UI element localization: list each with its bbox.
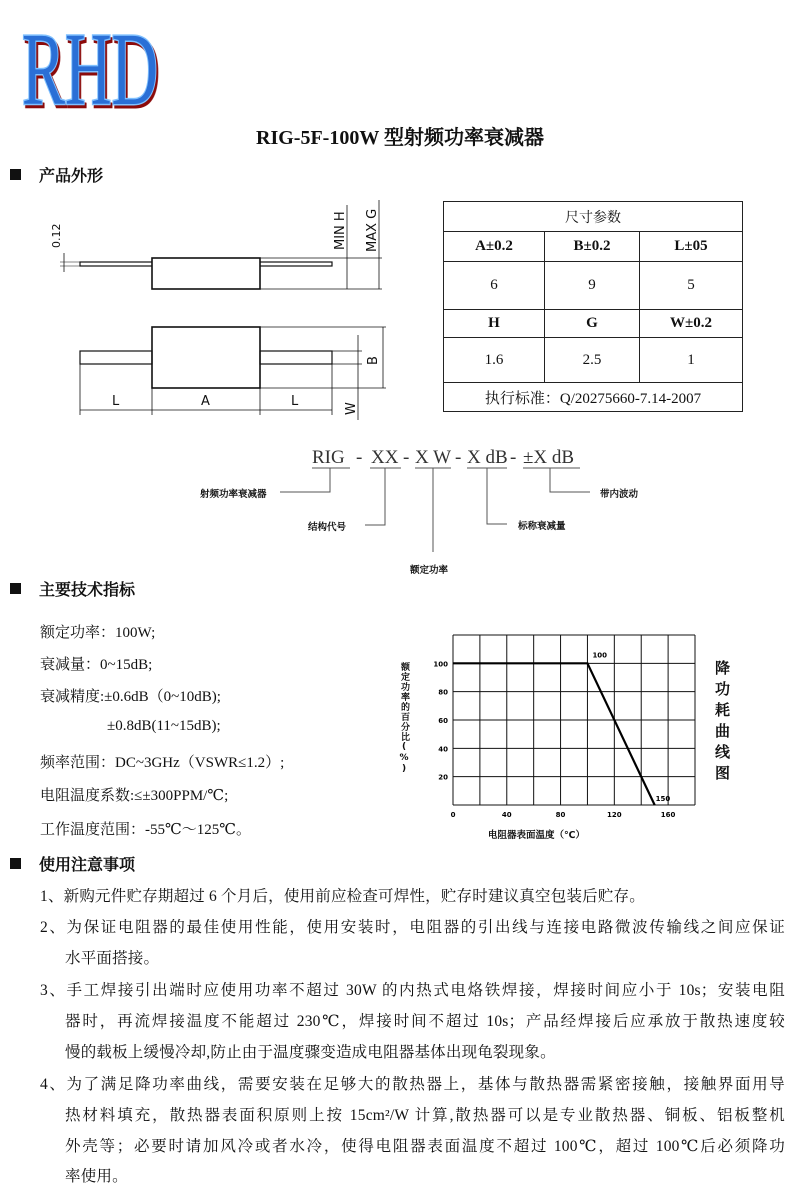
- y-tick-label: 60: [438, 717, 448, 725]
- body-side-view: [152, 258, 260, 289]
- x-tick-label: 40: [501, 811, 512, 819]
- pn-label-rig: 射频功率衰减器: [200, 489, 267, 500]
- annotation-end: 150: [655, 795, 671, 803]
- spec-item: ±0.8dB(11~15dB);: [107, 718, 221, 734]
- section-title: 产品外形: [39, 166, 104, 185]
- derating-chart: [430, 625, 710, 825]
- logo-text: RHD: [22, 14, 159, 114]
- pn-dash: -: [403, 447, 410, 468]
- spec-item: 衰减量：0~15dB;: [40, 657, 153, 673]
- lead-left: [80, 351, 152, 364]
- pn-pmxdb: ±X dB: [523, 447, 575, 468]
- section-title: 使用注意事项: [39, 855, 136, 874]
- dimension-table: [443, 201, 743, 412]
- note-line: 热材料填充，散热器表面积原则上按 15cm²/W 计算,散热器可以是专业散热器、铜板、铝板整机: [65, 1107, 785, 1124]
- pn-dash: -: [455, 447, 462, 468]
- table-cell: W±0.2: [640, 310, 743, 338]
- annotation-knee: 100: [592, 651, 608, 660]
- table-cell: L±05: [640, 232, 743, 262]
- x-tick-label: 0: [450, 811, 456, 819]
- pn-label-xx: 结构代号: [308, 522, 347, 533]
- table-caption: 尺寸参数: [444, 202, 743, 232]
- pn-xx: XX: [371, 447, 399, 468]
- table-cell: G: [545, 310, 640, 338]
- y-tick-label: 100: [433, 660, 448, 669]
- derating-curve: [453, 663, 655, 805]
- note-line: 4、为了满足降功率曲线，需要安装在足够大的散热器上，基体与散热器需紧密接触，接触界面用导: [40, 1076, 785, 1093]
- bullet-square-icon: [10, 583, 21, 594]
- table-cell: 1: [640, 338, 743, 383]
- label-max-g: MAX G: [365, 208, 380, 252]
- table-cell: B±0.2: [545, 232, 640, 262]
- note-line: 外壳等；必要时请加风冷或者水冷，使得电阻器表面温度不超过 100℃，超过 100℃后必须降功: [65, 1138, 785, 1155]
- table-cell: 9: [545, 262, 640, 310]
- section-title: 主要技术指标: [39, 580, 136, 599]
- table-cell: 5: [640, 262, 743, 310]
- chart-title: 降功耗曲线图: [713, 660, 731, 786]
- label-a: A: [201, 394, 210, 409]
- spec-item: 频率范围：DC~3GHz（VSWR≤1.2）;: [40, 755, 285, 771]
- x-tick-label: 160: [660, 811, 676, 819]
- y-tick-label: 40: [438, 745, 448, 754]
- note-line: 率使用。: [65, 1168, 128, 1185]
- spec-item: 工作温度范围：-55℃～125℃。: [40, 822, 252, 838]
- label-l-left: L: [112, 394, 120, 409]
- pn-xdb: X dB: [467, 447, 508, 468]
- section-heading-specs: [10, 577, 135, 600]
- label-l-right: L: [291, 394, 299, 409]
- standard-text: 执行标准：Q/20275660-7.14-2007: [444, 383, 743, 412]
- spec-item: 额定功率：100W;: [40, 625, 156, 641]
- rhd-logo: [10, 14, 170, 114]
- label-thickness: 0.12: [50, 223, 63, 248]
- lead-right: [260, 351, 332, 364]
- pn-dash: -: [356, 447, 363, 468]
- body-top-view: [152, 327, 260, 388]
- pn-label-xdb: 标称衰减量: [518, 521, 566, 532]
- note-line: 2、为保证电阻器的最佳使用性能，使用安装时，电阻器的引出线与连接电路微波传输线之间应保证: [40, 919, 785, 936]
- y-tick-label: 80: [438, 688, 448, 697]
- note-line: 3、手工焊接引出端时应使用功率不超过 30W 的内热式电烙铁焊接，焊接时间应小于 10s；安装电阻: [40, 982, 785, 999]
- pn-rig: RIG: [312, 447, 345, 468]
- x-tick-label: 120: [607, 811, 622, 819]
- spec-item: 衰减精度:±0.6dB（0~10dB);: [40, 689, 221, 705]
- table-cell: A±0.2: [444, 232, 545, 262]
- label-b: B: [366, 356, 381, 365]
- table-cell: 2.5: [545, 338, 640, 383]
- page-title: RIG-5F-100W 型射频功率衰减器: [256, 127, 544, 149]
- x-tick-label: 80: [555, 811, 566, 819]
- pn-xw: X W: [415, 447, 452, 468]
- note-line: 水平面搭接。: [65, 950, 160, 967]
- spec-item: 电阻温度系数:≤±300PPM/℃;: [40, 788, 229, 804]
- y-tick-label: 20: [438, 773, 448, 782]
- section-heading-notes: [10, 852, 135, 875]
- section-heading-shape: [10, 163, 103, 186]
- label-min-h: MIN H: [333, 211, 348, 250]
- pn-dash: -: [510, 447, 517, 468]
- table-cell: H: [444, 310, 545, 338]
- bullet-square-icon: [10, 858, 21, 869]
- table-cell: 6: [444, 262, 545, 310]
- note-line: 慢的载板上缓慢冷却,防止由于温度骤变造成电阻器基体出现龟裂现象。: [65, 1044, 556, 1061]
- pn-label-pmxdb: 带内波动: [600, 489, 639, 500]
- table-cell: 1.6: [444, 338, 545, 383]
- chart-ylabel: 额定功率的百分比(%): [399, 662, 409, 775]
- pn-label-xw: 额定功率: [410, 565, 449, 576]
- bullet-square-icon: [10, 169, 21, 180]
- label-w: W: [344, 402, 359, 415]
- note-line: 1、新购元件贮存期超过 6 个月后，使用前应检查可焊性，贮存时建议真空包装后贮存。: [40, 888, 645, 905]
- chart-xlabel: 电阻器表面温度（℃）: [488, 830, 586, 841]
- note-line: 器时，再流焊接温度不能超过 230℃，焊接时间不超过 10s；产品经焊接后应承放于散热速度较: [65, 1013, 785, 1030]
- outline-drawing: [40, 190, 400, 425]
